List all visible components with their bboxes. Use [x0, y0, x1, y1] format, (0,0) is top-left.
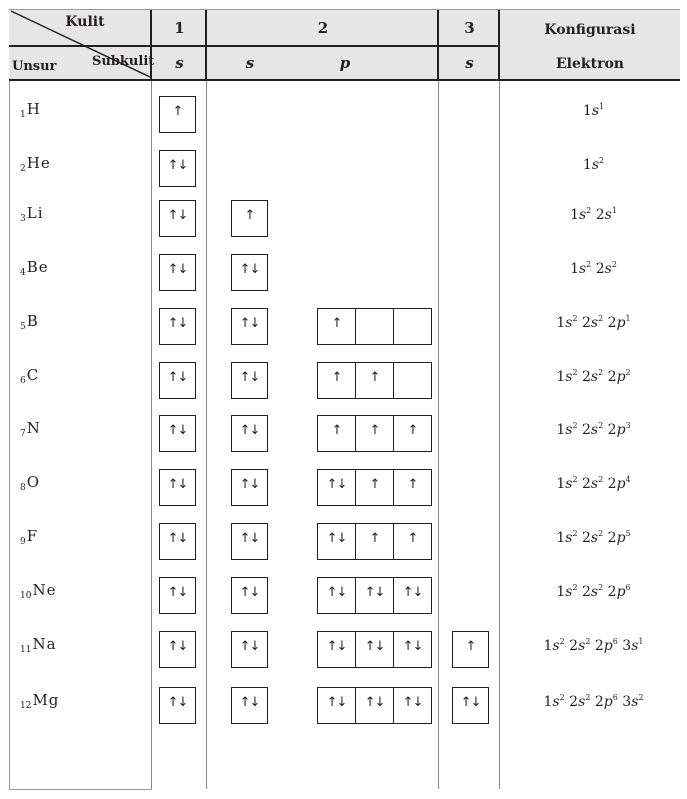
electron-configuration — [500, 368, 687, 385]
element-label — [20, 527, 38, 547]
orbital-1s-box: ↑↓ — [159, 523, 196, 560]
config-subshell: s — [565, 530, 573, 546]
config-shell: 2 — [607, 584, 617, 600]
header-subshell-2p: p — [339, 54, 351, 72]
orbital-1s-box: ↑↓ — [159, 362, 196, 399]
config-electrons: 6 — [625, 583, 631, 592]
element-symbol: B — [26, 312, 39, 330]
config-subshell: s — [565, 369, 573, 385]
config-subshell: p — [616, 315, 626, 331]
config-electrons: 6 — [612, 637, 618, 646]
body-col-rule-1 — [151, 81, 152, 789]
config-shell: 3 — [622, 638, 632, 654]
config-subshell: s — [590, 369, 599, 385]
config-electrons: 2 — [625, 368, 631, 377]
electron-configuration — [500, 637, 687, 654]
element-symbol: F — [26, 527, 39, 545]
header-bottom-rule — [9, 79, 680, 81]
electron-configuration — [500, 693, 687, 710]
config-shell: 1 — [570, 207, 579, 223]
config-subshell: s — [578, 694, 586, 710]
config-electrons: 6 — [612, 693, 618, 702]
atomic-number: 7 — [20, 429, 26, 439]
element-label — [20, 204, 44, 224]
orbital-2p-box-3: ↑↓ — [393, 631, 432, 668]
atomic-number: 6 — [20, 376, 26, 386]
config-subshell: p — [616, 422, 626, 438]
orbital-2p-box-3: ↑ — [393, 523, 432, 560]
element-label — [20, 312, 39, 332]
config-shell: 2 — [607, 422, 617, 438]
config-subshell: p — [603, 638, 613, 654]
config-shell: 2 — [582, 369, 591, 385]
config-shell: 1 — [556, 584, 566, 600]
config-electrons: 1 — [599, 102, 605, 111]
element-label — [20, 419, 41, 439]
config-shell: 1 — [556, 530, 566, 546]
config-shell: 1 — [543, 694, 553, 710]
config-electrons: 2 — [559, 637, 565, 646]
element-label — [20, 691, 59, 711]
orbital-2p-box-2: ↑ — [355, 415, 394, 452]
config-electrons: 2 — [572, 475, 578, 484]
element-symbol: Na — [32, 635, 57, 653]
orbital-2p-box-2: ↑ — [355, 469, 394, 506]
config-shell: 2 — [582, 584, 591, 600]
config-subshell: s — [578, 638, 586, 654]
orbital-2p-box-1: ↑↓ — [317, 577, 356, 614]
config-subshell: p — [616, 476, 626, 492]
config-electrons: 3 — [625, 421, 631, 430]
header-kulit: Kulit — [65, 14, 105, 30]
config-electrons: 2 — [559, 693, 565, 702]
config-electrons: 2 — [572, 314, 578, 323]
config-shell: 2 — [607, 369, 617, 385]
orbital-2p-box-3 — [393, 362, 432, 399]
orbital-2p-box-2 — [355, 308, 394, 345]
config-shell: 2 — [607, 530, 617, 546]
element-symbol: Ne — [32, 581, 57, 599]
config-electrons: 1 — [638, 637, 644, 646]
config-electrons: 2 — [598, 368, 604, 377]
atomic-number: 2 — [20, 164, 26, 174]
config-electrons: 5 — [625, 529, 631, 538]
element-label — [20, 258, 49, 278]
config-electrons: 2 — [638, 693, 644, 702]
config-electrons: 2 — [598, 421, 604, 430]
orbital-1s-box: ↑↓ — [159, 308, 196, 345]
atomic-number: 12 — [20, 701, 32, 711]
config-shell: 2 — [582, 422, 591, 438]
element-symbol: Mg — [32, 691, 60, 709]
config-subshell: s — [590, 584, 599, 600]
config-subshell: s — [591, 103, 599, 119]
config-subshell: s — [604, 261, 612, 277]
orbital-1s-box: ↑↓ — [159, 469, 196, 506]
orbital-2p-box-2: ↑↓ — [355, 687, 394, 724]
config-shell: 1 — [543, 638, 553, 654]
config-shell: 1 — [582, 157, 592, 173]
orbital-2s-box: ↑↓ — [231, 362, 268, 399]
electron-configuration — [500, 260, 687, 277]
header-konfigurasi-line2: Elektron — [556, 56, 624, 72]
header-shell-1: 1 — [174, 19, 185, 37]
electron-configuration — [500, 475, 687, 492]
orbital-2p-box-2: ↑↓ — [355, 631, 394, 668]
orbital-3s-box: ↑ — [452, 631, 489, 668]
config-electrons: 2 — [598, 475, 604, 484]
config-subshell: s — [604, 207, 612, 223]
config-shell: 2 — [595, 207, 605, 223]
body-col-rule-2 — [206, 81, 207, 789]
config-shell: 2 — [582, 530, 591, 546]
orbital-2p-box-3 — [393, 308, 432, 345]
config-electrons: 2 — [585, 693, 591, 702]
header-subshell-1s: s — [175, 54, 184, 72]
orbital-2p-box-3: ↑ — [393, 415, 432, 452]
orbital-2s-box: ↑↓ — [231, 523, 268, 560]
config-subshell: s — [591, 157, 599, 173]
config-subshell: s — [565, 422, 573, 438]
orbital-1s-box: ↑↓ — [159, 200, 196, 237]
config-electrons: 1 — [611, 206, 617, 215]
config-subshell: s — [590, 422, 599, 438]
header-subshell-3s: s — [465, 54, 474, 72]
element-symbol: He — [26, 154, 51, 172]
config-shell: 1 — [582, 103, 592, 119]
orbital-2p-box-1: ↑↓ — [317, 687, 356, 724]
orbital-1s-box: ↑ — [159, 96, 196, 133]
config-subshell: s — [631, 694, 639, 710]
orbital-2p-box-3: ↑↓ — [393, 577, 432, 614]
element-label — [20, 635, 57, 655]
config-shell: 2 — [594, 638, 604, 654]
config-electrons: 1 — [625, 314, 631, 323]
orbital-2s-box: ↑↓ — [231, 308, 268, 345]
config-shell: 2 — [569, 694, 579, 710]
config-shell: 1 — [570, 261, 579, 277]
electron-configuration — [500, 421, 687, 438]
config-electrons: 2 — [585, 637, 591, 646]
config-subshell: p — [616, 530, 626, 546]
orbital-1s-box: ↑↓ — [159, 577, 196, 614]
orbital-1s-box: ↑↓ — [159, 631, 196, 668]
config-shell: 2 — [582, 476, 591, 492]
config-shell: 1 — [556, 369, 566, 385]
element-symbol: N — [26, 419, 41, 437]
orbital-2s-box: ↑ — [231, 200, 268, 237]
config-subshell: p — [603, 694, 613, 710]
config-shell: 3 — [622, 694, 632, 710]
atomic-number: 9 — [20, 537, 26, 547]
body-col-rule-3 — [438, 81, 439, 789]
header-unsur: Unsur — [12, 59, 57, 74]
element-symbol: Be — [26, 258, 49, 276]
config-shell: 2 — [569, 638, 579, 654]
config-subshell: s — [590, 530, 599, 546]
electron-configuration — [500, 102, 687, 119]
config-electrons: 2 — [599, 156, 605, 165]
orbital-2s-box: ↑↓ — [231, 687, 268, 724]
config-subshell: s — [590, 476, 599, 492]
orbital-2s-box: ↑↓ — [231, 254, 268, 291]
config-electrons: 4 — [625, 475, 631, 484]
element-symbol: H — [26, 100, 41, 118]
config-subshell: s — [565, 476, 573, 492]
orbital-2p-box-1: ↑ — [317, 308, 356, 345]
orbital-2p-box-2: ↑↓ — [355, 577, 394, 614]
header-subshell-2s: s — [245, 54, 255, 72]
atomic-number: 8 — [20, 483, 26, 493]
orbital-2p-box-3: ↑ — [393, 469, 432, 506]
orbital-1s-box: ↑↓ — [159, 687, 196, 724]
atomic-number: 1 — [20, 110, 26, 120]
atomic-number: 4 — [20, 268, 26, 278]
config-subshell: s — [565, 315, 573, 331]
header-shell-2: 2 — [317, 19, 329, 37]
config-subshell: s — [552, 638, 560, 654]
config-electrons: 2 — [598, 583, 604, 592]
electron-configuration — [500, 206, 687, 223]
orbital-1s-box: ↑↓ — [159, 415, 196, 452]
config-subshell: s — [578, 207, 587, 223]
element-symbol: C — [26, 366, 40, 384]
orbital-2p-box-1: ↑ — [317, 362, 356, 399]
orbital-2p-box-1: ↑↓ — [317, 523, 356, 560]
config-electrons: 2 — [611, 260, 617, 269]
orbital-2p-box-2: ↑ — [355, 523, 394, 560]
config-shell: 2 — [582, 315, 591, 331]
element-label — [20, 581, 56, 601]
orbital-2s-box: ↑↓ — [231, 631, 268, 668]
config-subshell: s — [552, 694, 560, 710]
config-electrons: 2 — [572, 583, 578, 592]
orbital-2p-box-1: ↑ — [317, 415, 356, 452]
config-shell: 2 — [595, 261, 605, 277]
config-subshell: s — [578, 261, 587, 277]
atomic-number: 3 — [20, 214, 26, 224]
config-electrons: 2 — [598, 314, 604, 323]
element-symbol: Li — [26, 204, 44, 222]
body-bottom-rule — [9, 789, 152, 790]
atomic-number: 11 — [20, 645, 32, 655]
config-subshell: p — [616, 584, 626, 600]
orbital-2s-box: ↑↓ — [231, 577, 268, 614]
config-subshell: p — [616, 369, 626, 385]
config-shell: 1 — [556, 315, 566, 331]
electron-configuration — [500, 314, 687, 331]
orbital-1s-box: ↑↓ — [159, 254, 196, 291]
atomic-number: 5 — [20, 322, 26, 332]
config-shell: 1 — [556, 476, 566, 492]
element-label — [20, 100, 41, 120]
electron-configuration — [500, 529, 687, 546]
config-electrons: 2 — [572, 368, 578, 377]
orbital-2p-box-3: ↑↓ — [393, 687, 432, 724]
orbital-1s-box: ↑↓ — [159, 150, 196, 187]
config-shell: 2 — [607, 476, 617, 492]
header-shell-3: 3 — [464, 19, 475, 37]
orbital-2p-box-1: ↑↓ — [317, 469, 356, 506]
config-subshell: s — [631, 638, 639, 654]
element-symbol: O — [26, 473, 41, 491]
orbital-2p-box-2: ↑ — [355, 362, 394, 399]
config-electrons: 2 — [586, 260, 592, 269]
config-electrons: 2 — [586, 206, 592, 215]
orbital-2p-box-1: ↑↓ — [317, 631, 356, 668]
header-konfigurasi-line1: Konfigurasi — [544, 22, 636, 38]
config-shell: 1 — [556, 422, 566, 438]
orbital-2s-box: ↑↓ — [231, 469, 268, 506]
config-shell: 2 — [607, 315, 617, 331]
atomic-number: 10 — [20, 591, 32, 601]
body-left-rule — [9, 81, 10, 789]
config-subshell: s — [590, 315, 599, 331]
element-label — [20, 154, 51, 174]
orbital-3s-box: ↑↓ — [452, 687, 489, 724]
config-subshell: s — [565, 584, 573, 600]
orbital-2s-box: ↑↓ — [231, 415, 268, 452]
element-label — [20, 473, 40, 493]
electron-configuration — [500, 583, 687, 600]
element-label — [20, 366, 39, 386]
electron-configuration — [500, 156, 687, 173]
header-subkulit: Subkulit — [92, 54, 155, 69]
config-electrons: 2 — [572, 421, 578, 430]
config-electrons: 2 — [598, 529, 604, 538]
config-shell: 2 — [594, 694, 604, 710]
config-electrons: 2 — [572, 529, 578, 538]
